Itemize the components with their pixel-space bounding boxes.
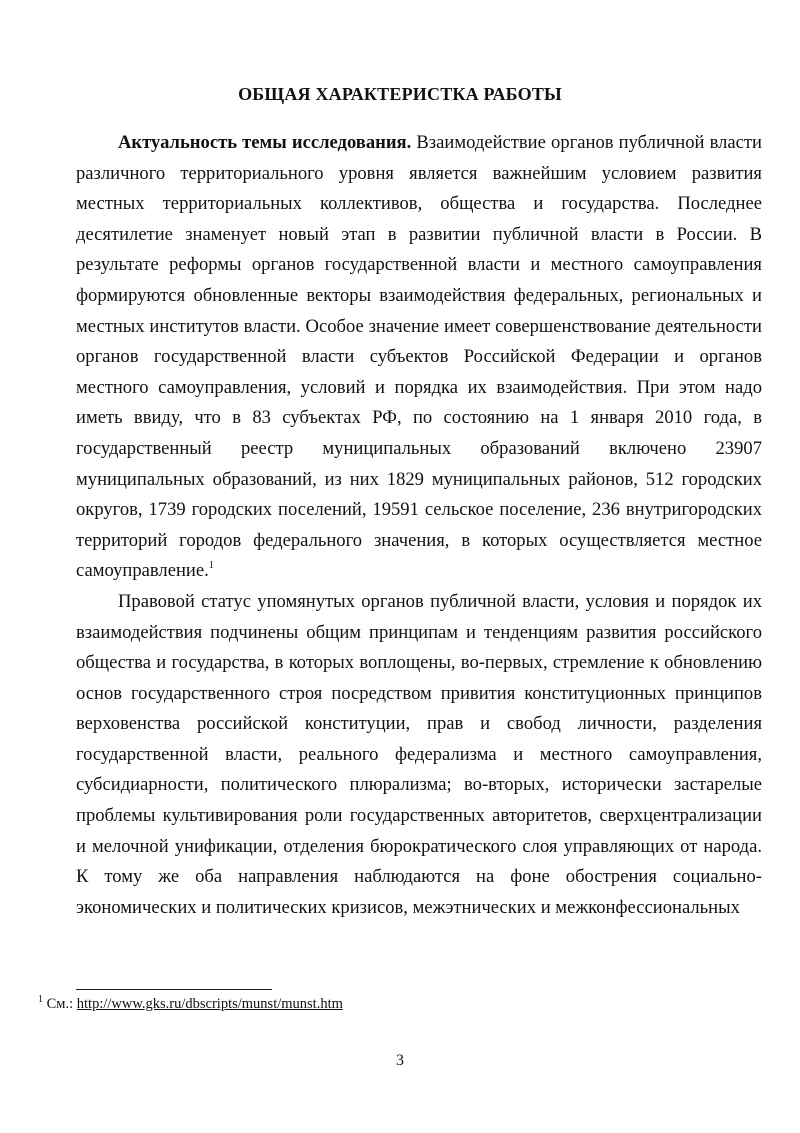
footnote-number: 1 <box>38 994 43 1005</box>
paragraph-relevance <box>76 128 762 587</box>
page-number: 3 <box>396 1052 404 1069</box>
paragraph-text: Взаимодействие органов публичной власти различного территориального уровня является важнейшим условием развития местных территориальных коллективов, общества и государства. Последнее десятилетие знаменует новый этап в развитии публичной власти в России. В результате реформы органов государственной власти и местного самоуправления формируются обновленные векторы взаимодействия федеральных, региональных и местных институтов власти. Особое значение имеет совершенствование деятельности органов государственной власти субъектов Российской Федерации и органов местного самоуправления, условий и порядка их взаимодействия. При этом надо иметь ввиду, что в 83 субъектах РФ, по состоянию на 1 января 2010 года, в государственный реестр муниципальных образований включено 23907 муниципальных образований, из них 1829 муниципальных районов, 512 городских округов, 1739 городских поселений, 19591 сельское поселение, 236 внутригородских территорий городов федерального значения, в которых осуществляется местное самоуправление. <box>76 132 762 582</box>
section-heading: ОБЩАЯ ХАРАКТЕРИСТКА РАБОТЫ <box>238 84 562 104</box>
footnote <box>38 996 343 1013</box>
paragraph-lead: Актуальность темы исследования. <box>118 132 412 153</box>
footnote-link[interactable]: http://www.gks.ru/dbscripts/munst/munst.htm <box>76 996 343 1012</box>
paragraph-legal-status: Правовой статус упомянутых органов публичной власти, условия и порядок их взаимодействия подчинены общим принципам и тенденциям развития российского общества и государства, в которых воплощены, во-первых, стремление к обновлению основ государственного строя посредством привития конституционных принципов верховенства российской конституции, прав и свобод личности, разделения государственной власти, реального федерализма и местного самоуправления, субсидиарности, политического плюрализма; во-вторых, исторически застарелые проблемы культивирования роли государственных авторитетов, сверхцентрализации и мелочной унификации, отделения бюрократического слоя управляющих от народа. К тому же оба направления наблюдаются на фоне обострения социально-экономических и политических кризисов, межэтнических и межконфессиональных <box>76 590 762 918</box>
body-text <box>76 128 762 923</box>
footnote-prefix: См.: <box>43 996 77 1012</box>
footnote-reference[interactable]: 1 <box>208 560 214 572</box>
footnote-separator <box>76 989 272 990</box>
